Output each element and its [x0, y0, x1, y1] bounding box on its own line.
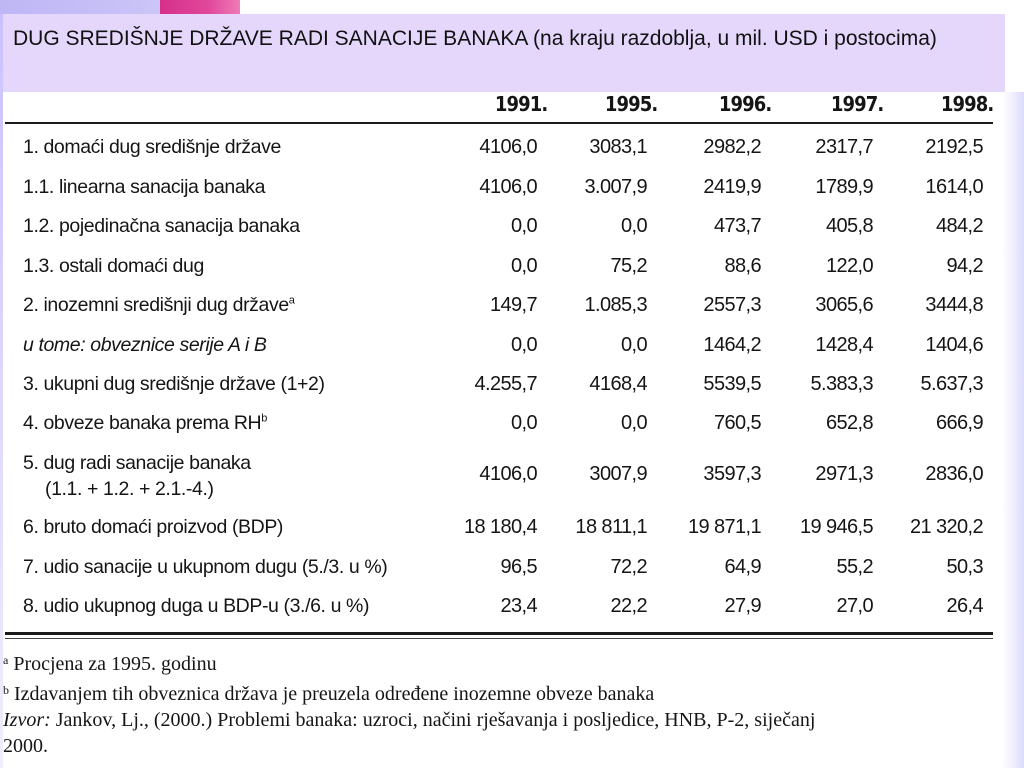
table-cell: 3.007,9: [584, 176, 647, 198]
table-cell: 5539,5: [703, 373, 761, 395]
table-cell: 96,5: [500, 556, 537, 578]
table-cell: 21 320,2: [909, 516, 983, 538]
table-cell: 22,2: [610, 595, 647, 617]
source-text-year: 2000.: [3, 735, 48, 757]
year-header-1998: 1998.: [940, 92, 993, 116]
table-cell: 26,4: [946, 595, 983, 617]
table-cell: 405,8: [825, 215, 873, 237]
table-cell: 2317,7: [815, 136, 873, 158]
table-cell: 1614,0: [925, 176, 983, 198]
table-cell: 50,3: [946, 556, 983, 578]
table-cell: 27,0: [836, 595, 873, 617]
table-cell: 64,9: [724, 556, 761, 578]
table-cell: 652,8: [825, 412, 873, 434]
source-line-2: [3, 733, 1003, 759]
slide-title: [3, 14, 1005, 92]
table-cell: 0,0: [510, 255, 537, 277]
table-cell: 4106,0: [479, 463, 537, 485]
row-label-text: 1.2. pojedinačna sanacija banaka: [23, 215, 300, 237]
year-header-1996: 1996.: [718, 92, 771, 116]
source-text: Jankov, Lj., (2000.) Problemi banaka: uzroci, načini rješavanja i posljedice, HNB, P-2, siječanj: [55, 709, 816, 731]
table-cell: 1428,4: [815, 334, 873, 356]
table-cell: 94,2: [946, 255, 983, 277]
table-cell: 1464,2: [703, 334, 761, 356]
row-label-text: 8. udio ukupnog duga u BDP-u (3./6. u %): [23, 595, 370, 617]
table-cell: 3083,1: [589, 136, 647, 158]
row-label-text: 5. dug radi sanacije banaka: [23, 452, 251, 474]
table-cell: 0,0: [510, 215, 537, 237]
row-label: [23, 136, 281, 159]
footnote-b-mark: b: [3, 683, 9, 697]
row-label-text: 1.1. linearna sanacija banaka: [23, 176, 266, 198]
footnotes: [3, 647, 1003, 759]
table-cell: 72,2: [610, 556, 647, 578]
table-cell: 0,0: [510, 334, 537, 356]
row-label-footnote-mark: b: [261, 412, 267, 425]
table-cell: 4168,4: [589, 373, 647, 395]
row-label-text: 6. bruto domaći proizvod (BDP): [23, 516, 284, 538]
row-label-text: 1.3. ostali domaći dug: [23, 255, 204, 277]
table-cell: 18 811,1: [575, 516, 647, 538]
row-label: [23, 595, 369, 618]
row-label-text: 2. inozemni središnji dug države: [23, 294, 289, 316]
row-label-text: 4. obveze banaka prema RH: [23, 412, 262, 434]
row-label: [23, 373, 325, 396]
row-label-text: 7. udio sanacije u ukupnom dugu (5./3. u %): [23, 556, 388, 578]
year-header-1997: 1997.: [830, 92, 883, 116]
table-cell: 149,7: [489, 294, 537, 316]
table-cell: 5.383,3: [810, 373, 873, 395]
table-cell: 18 180,4: [463, 516, 537, 538]
table-cell: 1789,9: [815, 176, 873, 198]
table-cell: 2982,2: [703, 136, 761, 158]
table-cell: 3065,6: [815, 294, 873, 316]
header-divider: [5, 122, 993, 124]
row-label: [23, 176, 265, 199]
table-cell: 4106,0: [479, 136, 537, 158]
footnote-b: [3, 677, 1003, 707]
table-cell: 2419,9: [703, 176, 761, 198]
row-label-text: 1. domaći dug središnje države: [23, 136, 281, 158]
year-header-1991: 1991.: [494, 92, 547, 116]
table-cell: 3597,3: [703, 463, 761, 485]
row-label-text: 3. ukupni dug središnje države (1+2): [23, 373, 325, 395]
decorative-right-gradient: [1002, 92, 1024, 768]
decorative-pink-accent: [160, 0, 240, 14]
table-cell: 3007,9: [589, 463, 647, 485]
footnote-a: [3, 647, 1003, 677]
table-cell: 55,2: [836, 556, 873, 578]
row-label-footnote-mark: a: [288, 294, 295, 307]
table-cell: 2836,0: [925, 463, 983, 485]
row-label: [23, 334, 266, 357]
table-cell: 88,6: [724, 255, 761, 277]
table-cell: 27,9: [724, 595, 761, 617]
row-label: [23, 412, 267, 435]
table-cell: 5.637,3: [920, 373, 983, 395]
table-cell: 2557,3: [703, 294, 761, 316]
footnote-a-text: Procjena za 1995. godinu: [13, 653, 217, 675]
source-line: [3, 707, 1003, 733]
row-label: [23, 516, 283, 539]
table-cell: 19 946,5: [799, 516, 873, 538]
table-cell: 1404,6: [925, 334, 983, 356]
table-cell: 0,0: [620, 334, 647, 356]
row-label-text-line2: (1.1. + 1.2. + 2.1.-4.): [45, 478, 214, 500]
table-cell: 3444,8: [925, 294, 983, 316]
row-label: [23, 294, 294, 317]
table-cell: 4106,0: [479, 176, 537, 198]
row-label: [23, 215, 300, 238]
slide-title-text: DUG SREDIŠNJE DRŽAVE RADI SANACIJE BANAKA (na kraju razdoblja, u mil. USD i postocima): [13, 27, 937, 50]
table-cell: 473,7: [713, 215, 761, 237]
table-bottom-rule: [5, 632, 993, 635]
table-cell: 19 871,1: [687, 516, 761, 538]
table-cell: 0,0: [510, 412, 537, 434]
table-cell: 0,0: [620, 215, 647, 237]
row-label: [23, 556, 387, 579]
table-cell: 4.255,7: [474, 373, 537, 395]
table-cell: 760,5: [713, 412, 761, 434]
table-cell: 23,4: [500, 595, 537, 617]
table-cell: 2192,5: [925, 136, 983, 158]
table-cell: 484,2: [935, 215, 983, 237]
row-label-text: u tome: obveznice serije A i B: [23, 334, 267, 356]
source-label: Izvor:: [3, 709, 51, 731]
table-cell: 2971,3: [815, 463, 873, 485]
table-cell: 0,0: [620, 412, 647, 434]
year-header-1995: 1995.: [604, 92, 657, 116]
table-cell: 1.085,3: [584, 294, 647, 316]
row-label: [23, 255, 204, 278]
table-cell: 75,2: [610, 255, 647, 277]
table-cell: 122,0: [825, 255, 873, 277]
table-bottom-rule-thin: [5, 638, 993, 639]
row-label: [23, 450, 251, 502]
footnote-b-text: Izdavanjem tih obveznica država je preuzela određene inozemne obveze banaka: [14, 683, 655, 705]
table-cell: 666,9: [935, 412, 983, 434]
footnote-a-mark: a: [3, 653, 9, 667]
